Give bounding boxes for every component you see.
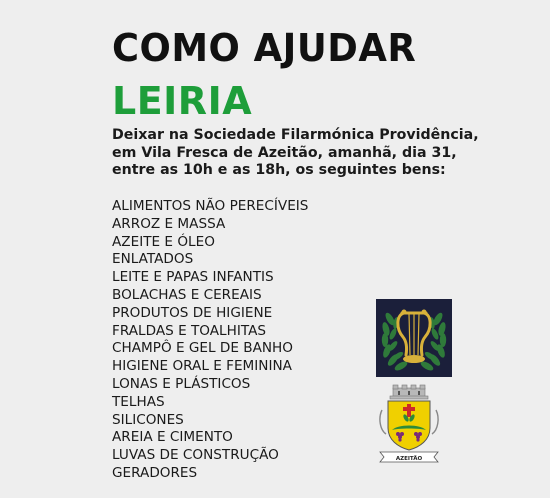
intro-line: entre as 10h e as 18h, os seguintes bens: <box>112 162 446 178</box>
list-item: TELHAS <box>112 393 165 410</box>
list-item: AREIA E CIMENTO <box>112 429 233 446</box>
list-item: ARROZ E MASSA <box>112 215 226 232</box>
headline-como-ajudar: COMO AJUDAR <box>112 26 417 70</box>
crest-banner-text: AZEITÃO <box>395 456 423 462</box>
list-item: HIGIENE ORAL E FEMININA <box>112 358 292 375</box>
azeitao-coat-of-arms-icon <box>376 384 442 466</box>
donation-items-list <box>112 198 308 483</box>
list-item: ALIMENTOS NÃO PERECÍVEIS <box>112 198 309 214</box>
headline-leiria: LEIRIA <box>112 79 253 123</box>
list-item: ENLATADOS <box>112 251 194 268</box>
intro-text <box>112 127 479 180</box>
list-item: AZEITE E ÓLEO <box>112 233 215 250</box>
list-item: BOLACHAS E CEREAIS <box>112 286 262 303</box>
list-item: GERADORES <box>112 464 198 481</box>
list-item: FRALDAS E TOALHITAS <box>112 322 267 339</box>
list-item: SILICONES <box>112 411 184 428</box>
list-item: CHAMPÔ E GEL DE BANHO <box>112 340 293 357</box>
list-item: PRODUTOS DE HIGIENE <box>112 304 273 321</box>
list-item: LONAS E PLÁSTICOS <box>112 375 251 392</box>
list-item: LUVAS DE CONSTRUÇÃO <box>112 447 279 464</box>
intro-line: em Vila Fresca de Azeitão, amanhã, dia 31, <box>112 144 457 161</box>
list-item: LEITE E PAPAS INFANTIS <box>112 269 274 286</box>
lyre-laurel-emblem-icon <box>376 299 452 377</box>
intro-line: Deixar na Sociedade Filarmónica Providência, <box>112 127 479 143</box>
